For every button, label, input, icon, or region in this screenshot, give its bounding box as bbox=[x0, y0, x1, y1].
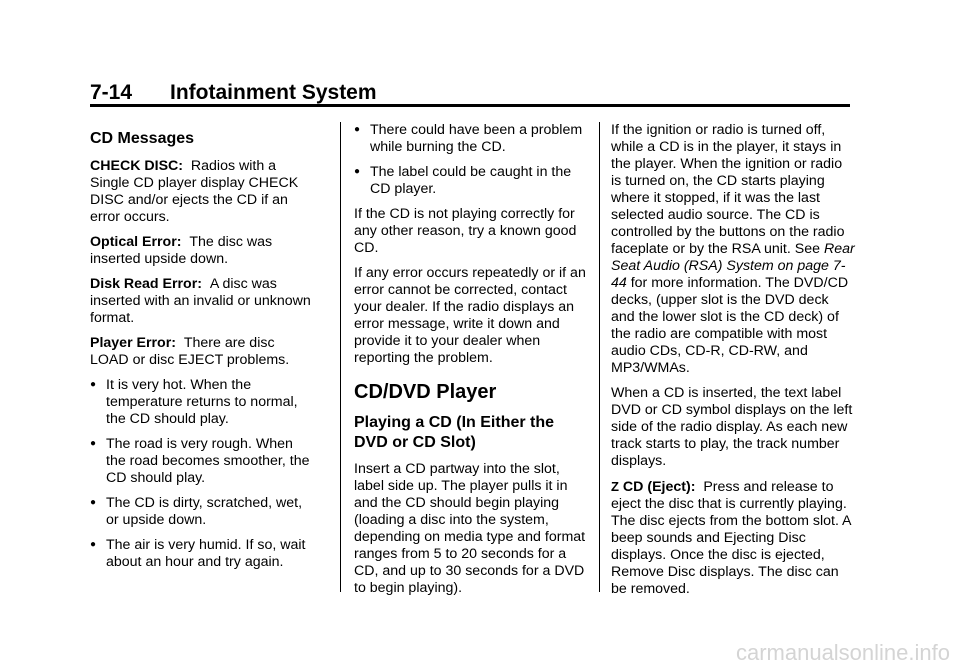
list-item: ● The CD is dirty, scratched, wet, or upside down. bbox=[90, 495, 303, 528]
bullet-icon: ● bbox=[354, 166, 361, 177]
bullet-icon: ● bbox=[90, 438, 97, 449]
optical-error-label: Optical Error: bbox=[90, 234, 182, 250]
cd-dvd-player-heading: CD/DVD Player bbox=[354, 381, 497, 403]
list-item: ● It is very hot. When the temperature returns to normal, the CD should play. bbox=[90, 377, 298, 427]
player-error-paragraph: Player Error: There are disc LOAD or disc EJECT problems. bbox=[90, 335, 290, 368]
disk-read-error-label: Disk Read Error: bbox=[90, 276, 202, 292]
list-item: ● There could have been a problem while burning the CD. bbox=[354, 122, 583, 155]
player-error-label: Player Error: bbox=[90, 335, 176, 351]
column-2 bbox=[354, 122, 586, 605]
eject-label: CD (Eject): bbox=[622, 479, 696, 495]
paragraph: If the CD is not playing correctly for any other reason, try a known good CD. bbox=[354, 206, 577, 256]
cross-reference-link: Rear Seat Audio (RSA) System on page 7-44 bbox=[611, 241, 855, 291]
section-title: Infotainment System bbox=[170, 81, 377, 104]
disk-read-error-paragraph: Disk Read Error: A disc was inserted with an invalid or unknown format. bbox=[90, 276, 311, 326]
check-disc-label: CHECK DISC: bbox=[90, 158, 184, 174]
eject-paragraph: Z CD (Eject): Press and release to eject the disc that is currently playing. The disc ejects from the bottom slot. A beep sounds and Ejecting Disc displays. Once the disc is ejected, Remove Disc displays. The disc can be removed. bbox=[611, 479, 851, 597]
bullet-icon: ● bbox=[90, 539, 97, 550]
list-item: ● The label could be caught in the CD player. bbox=[354, 164, 572, 197]
playing-cd-subheading: Playing a CD (In Either the DVD or CD Slot) bbox=[354, 414, 555, 451]
page-number: 7-14 bbox=[90, 81, 133, 104]
player-error-causes-list bbox=[90, 377, 312, 571]
optical-error-paragraph: Optical Error: The disc was inserted upside down. bbox=[90, 234, 273, 267]
page-header bbox=[90, 80, 850, 106]
eject-icon: Z bbox=[611, 479, 619, 494]
column-divider bbox=[599, 122, 600, 592]
cd-problem-list bbox=[354, 122, 586, 198]
paragraph: Insert a CD partway into the slot, label side up. The player pulls it in and the CD should begin playing (loading a disc into the system, depending on media type and format ranges from 5 to 20 seconds for a CD, and up to 30 seconds for a DVD to begin playing). bbox=[354, 461, 586, 596]
bullet-icon: ● bbox=[90, 379, 97, 390]
list-item: ● The road is very rough. When the road becomes smoother, the CD should play. bbox=[90, 436, 310, 486]
paragraph: If the ignition or radio is turned off, while a CD is in the player, it stays in the player. When the ignition or radio is turned on, the CD starts playing where it stopped, if it was the last selected audio source. The CD is controlled by the buttons on the radio faceplate or by the RSA unit. See Rear Seat Audio (RSA) System on page 7-44 for more information. The DVD/CD decks, (upper slot is the DVD deck and the lower slot is the CD deck) of the radio are compatible with most audio CDs, CD-R, CD-RW, and MP3/WMAs. bbox=[611, 122, 855, 376]
bullet-icon: ● bbox=[354, 124, 361, 135]
column-1 bbox=[90, 122, 312, 579]
paragraph: If any error occurs repeatedly or if an error cannot be corrected, contact your dealer. If the radio displays an error message, write it down and provide it to your dealer when reporting the problem. bbox=[354, 265, 586, 366]
check-disc-paragraph: CHECK DISC: Radios with a Single CD player display CHECK DISC and/or ejects the CD if an error occurs. bbox=[90, 158, 299, 225]
column-divider bbox=[340, 122, 341, 592]
list-item: ● The air is very humid. If so, wait about an hour and try again. bbox=[90, 537, 306, 570]
column-3 bbox=[611, 122, 855, 606]
header-rule bbox=[90, 104, 850, 107]
cd-messages-heading: CD Messages bbox=[90, 130, 195, 147]
watermark: carmanualsonline.info bbox=[735, 640, 950, 665]
paragraph: When a CD is inserted, the text label DVD or CD symbol displays on the left side of the radio display. As each new track starts to play, the track number displays. bbox=[611, 385, 853, 469]
bullet-icon: ● bbox=[90, 497, 97, 508]
